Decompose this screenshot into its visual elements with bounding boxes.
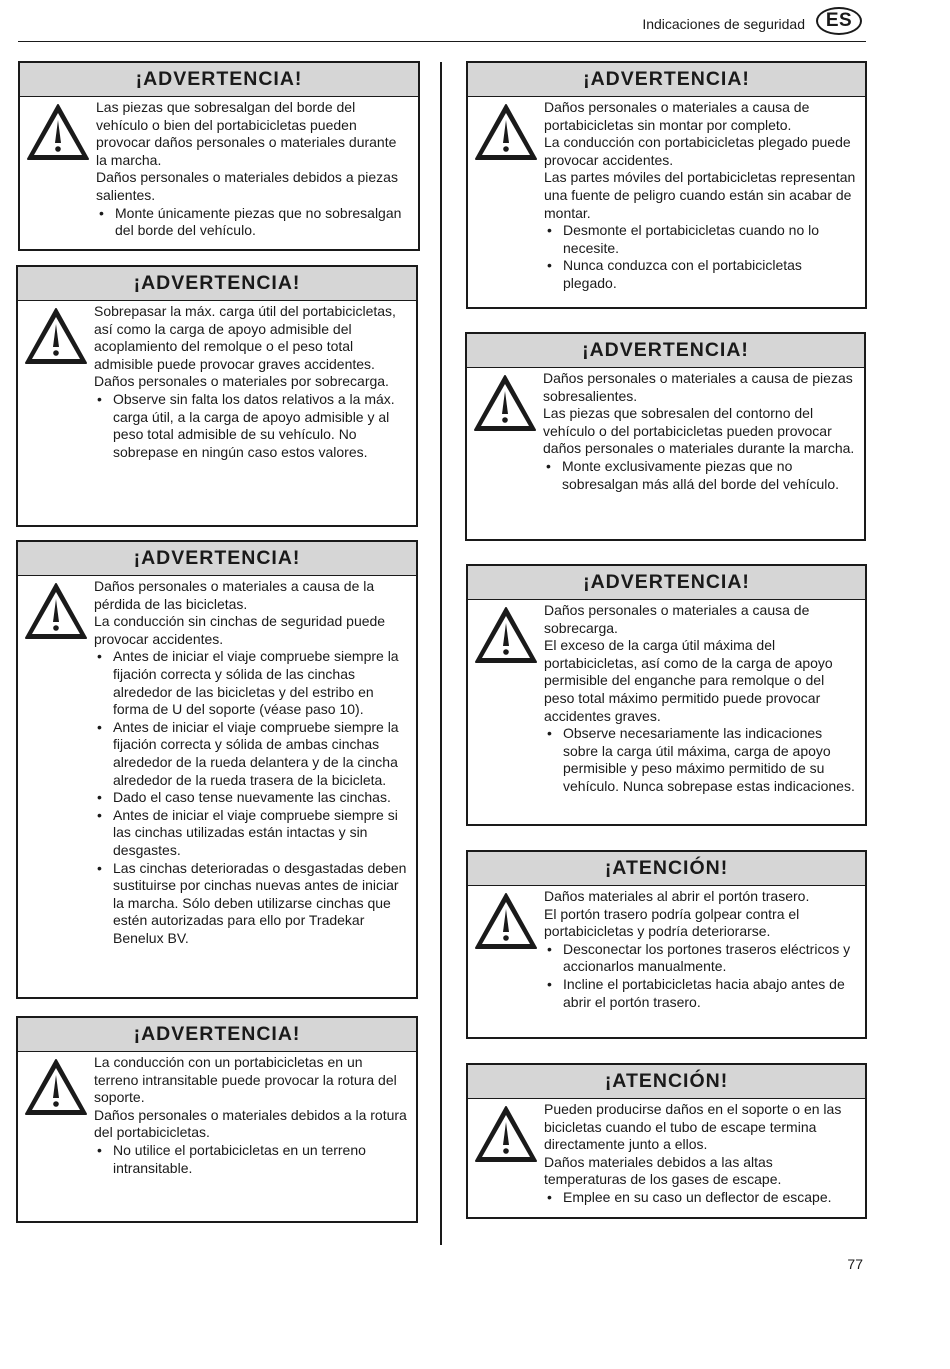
box-paragraph: Daños personales o materiales a causa de portabicicletas sin montar por completo. [544,99,810,133]
box-paragraph: El portón trasero podría golpear contra el portabicicletas y podría deteriorarse. [544,905,800,940]
box-content [18,576,416,953]
box-bullet-item: • Las cinchas deterioradas o desgastadas deben sustituirse por cinchas nuevas antes de iniciar la marcha. Sólo deben utilizarse cinchas que estén autorizadas para ello por Tradekar Benelux BV. [94,860,408,948]
box-bullet-list [94,391,408,461]
box-bullet-item: • Incline el portabicicletas hacia abajo antes de abrir el portón trasero. [544,976,857,1011]
box-bullet-item: • Nunca conduzca con el portabicicletas plegado. [544,257,857,292]
box-bullet-list [544,941,857,1011]
box-content [20,97,418,246]
warning-triangle-icon [474,892,538,950]
box-bullet-list [544,725,857,795]
caution-box-tailgate [466,850,867,1039]
warning-triangle-icon [473,374,537,432]
box-bullet-item: • Antes de iniciar el viaje compruebe siempre la fijación correcta y sólida de ambas cinchas alrededor de la rueda delantera y de la cincha alrededor de la rueda trasera de la bicicleta. [94,719,408,789]
box-bullet-item: • Antes de iniciar el viaje compruebe siempre si las cinchas utilizadas están intactas y sin desgastes. [94,807,408,860]
box-bullet-list [94,1142,408,1177]
box-paragraph: Daños personales o materiales a causa de la pérdida de las bicicletas. [94,578,375,612]
box-paragraph: Daños personales o materiales a causa de sobrecarga. [544,602,810,636]
header-rule [18,41,866,42]
box-bullet-list [544,222,857,292]
box-content [468,886,865,1017]
box-bullet-item: • Desmonte el portabicicletas cuando no lo necesite. [544,222,857,257]
box-bullet-item: • Observe sin falta los datos relativos a la máx. carga útil, a la carga de apoyo admisible y al peso total admisible de su vehículo. No sobrepase en ningún caso estos valores. [94,391,408,461]
box-paragraph: El exceso de la carga útil máxima del portabicicletas, así como de la carga de apoyo permisible del enganche para remolque o del peso total máximo permitido puede provocar accidentes graves. [544,637,833,724]
box-bullet-item: • Monte únicamente piezas que no sobresalgan del borde del vehículo. [96,205,410,240]
box-paragraph: Sobrepasar la máx. carga útil del portabicicletas, así como la carga de apoyo admisible del acoplamiento del remolque o el peso total admisible puede provocar graves accidentes. [94,303,396,372]
warning-triangle-icon [26,103,90,161]
box-heading: ¡ADVERTENCIA! [467,334,864,368]
warning-triangle-icon [24,1058,88,1116]
box-bullet-item: • No utilice el portabicicletas en un terreno intransitable. [94,1142,408,1177]
box-bullet-list [543,458,856,493]
box-paragraph: La conducción con portabicicletas plegado puede provocar accidentes. [544,134,851,168]
warning-box-rough-terrain [16,1016,418,1223]
box-paragraph: Daños personales o materiales a causa de piezas sobresalientes. [543,370,853,404]
box-heading: ¡ADVERTENCIA! [18,267,416,301]
box-content [468,97,865,299]
box-heading: ¡ADVERTENCIA! [18,542,416,576]
box-heading: ¡ADVERTENCIA! [18,1018,416,1052]
box-paragraph: Pueden producirse daños en el soporte o en las bicicletas cuando el tubo de escape termina directamente junto a ellos. [544,1101,842,1153]
language-badge: ES [816,7,862,35]
warning-triangle-icon [474,1105,538,1163]
warning-triangle-icon [474,103,538,161]
box-paragraph: Daños personales o materiales por sobrecarga. [94,373,389,390]
box-bullet-list [544,1189,857,1207]
box-paragraph: Las partes móviles del portabicicletas representan una fuente de peligro cuando están sin acabar de montar. [544,169,856,221]
box-bullet-item: • Monte exclusivamente piezas que no sobresalgan más allá del borde del vehículo. [543,458,856,493]
box-paragraph: Daños materiales al abrir el portón trasero. [544,888,810,904]
box-heading: ¡ATENCIÓN! [468,1065,865,1099]
page-header-title: Indicaciones de seguridad [642,16,805,32]
warning-box-bike-loss [16,540,418,999]
box-paragraph: La conducción sin cinchas de seguridad puede provocar accidentes. [94,613,386,647]
box-content [468,600,865,802]
box-heading: ¡ADVERTENCIA! [20,63,418,97]
box-bullet-item: • Emplee en su caso un deflector de escape. [544,1189,857,1207]
warning-triangle-icon [474,606,538,664]
box-paragraph: Las piezas que sobresalgan del borde del vehículo o bien del portabicicletas pueden provocar daños personales o materiales durante la marcha. [96,99,397,168]
box-bullet-item: • Dado el caso tense nuevamente las cinchas. [94,789,408,807]
warning-box-protruding-parts [18,61,420,251]
box-paragraph: Daños materiales debidos a las altas temperaturas de los gases de escape. [544,1153,782,1188]
box-paragraph: La conducción con un portabicicletas en un terreno intransitable puede provocar la rotura del soporte. [94,1054,397,1106]
warning-box-protruding-contour [465,332,866,541]
caution-box-exhaust [466,1063,867,1219]
box-heading: ¡ADVERTENCIA! [468,566,865,600]
warning-triangle-icon [24,582,88,640]
box-bullet-item: • Observe necesariamente las indicaciones sobre la carga útil máxima, carga de apoyo permisible y peso máximo permitido de su vehículo. Nunca sobrepase estas indicaciones. [544,725,857,795]
warning-box-overload [466,564,867,826]
box-content [468,1099,865,1213]
box-bullet-item: • Desconectar los portones traseros eléctricos y accionarlos manualmente. [544,941,857,976]
box-bullet-item: • Antes de iniciar el viaje compruebe siempre la fijación correcta y sólida de las cinchas alrededor de las bicicletas y del estribo en forma de U del soporte (véase paso 10). [94,648,408,718]
warning-box-max-load [16,265,418,527]
box-paragraph: Daños personales o materiales debidos a piezas salientes. [96,169,398,203]
box-paragraph: Las piezas que sobresalen del contorno del vehículo o del portabicicletas pueden provocar daños personales o materiales durante la marcha. [543,405,855,457]
box-heading: ¡ATENCIÓN! [468,852,865,886]
page-number: 77 [847,1256,863,1272]
box-heading: ¡ADVERTENCIA! [468,63,865,97]
box-bullet-list [94,648,408,947]
box-bullet-list [96,205,410,240]
box-content [18,1052,416,1183]
box-content [18,301,416,467]
warning-box-incomplete-assembly [466,61,867,309]
box-paragraph: Daños personales o materiales debidos a la rotura del portabicicletas. [94,1106,407,1141]
column-divider [440,62,442,1245]
warning-triangle-icon [24,307,88,365]
box-content [467,368,864,499]
